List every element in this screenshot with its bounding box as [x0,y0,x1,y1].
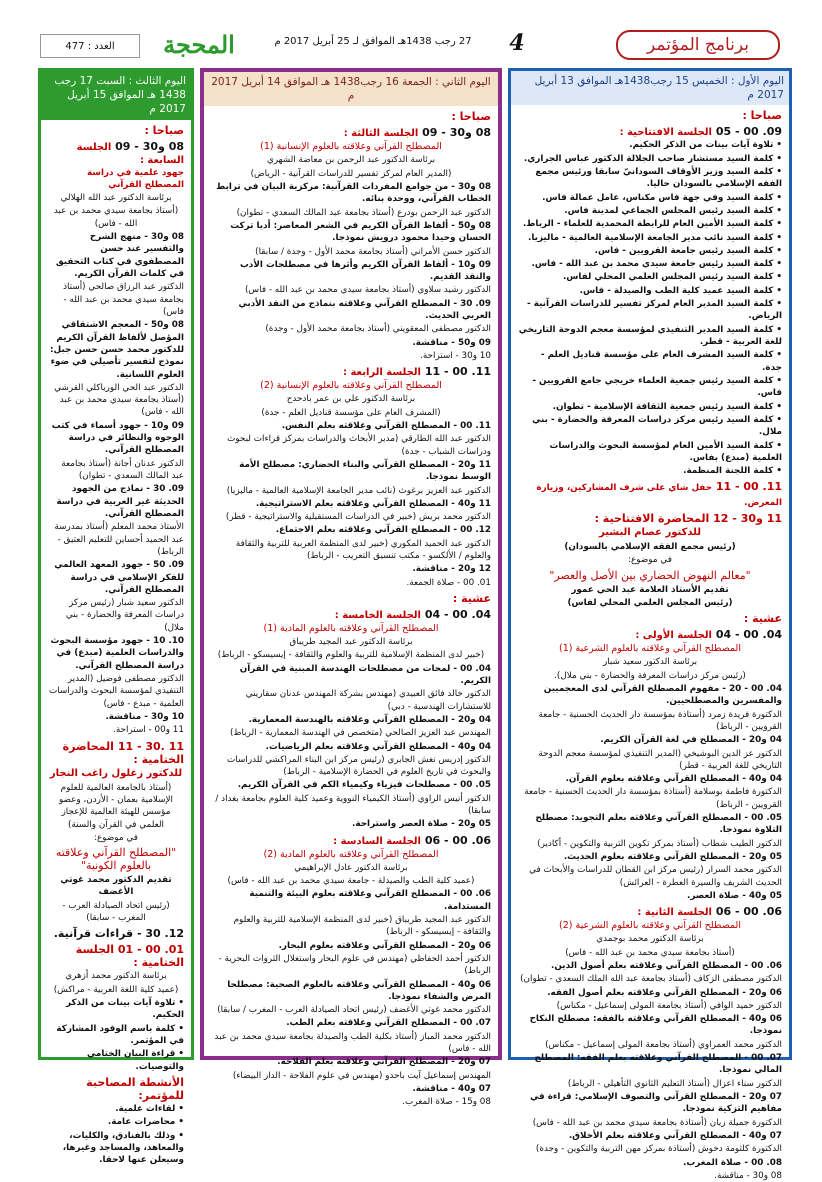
program-item: الدكتور حسن الأمراني (أستاذ بجامعة محمد الأول - وجدة / سابقا) [255,246,491,257]
list-item: • كلمة السيد المشرف العام على مؤسسة قناديل العلم - جدة. [518,349,782,374]
session-items [211,420,491,589]
program-item: 04. 00 - لمحات من مصطلحات الهندسة المبنية في القرآن الكريم. [239,663,491,686]
program-item: الدكتور عبد الحي الورياكلي القرشي (أستاذ بجامعة سيدي محمد بن عبد الله - فاس) [54,382,184,418]
time-slot: 11 و30 - 12 المحاضرة الافتتاحية : [594,512,782,526]
program-item: الدكتورة فاطمة بوسلامة (أستاذة بمؤسسة دار الحديث الحسنية - جامعة القرويين - الرباط) [524,787,782,810]
program-item: الدكتور إدريس نغش الجابري (رئيس مركز ابن البناء المراكشي للدراسات والبحوث في تاريخ العلوم في الحضارة الإسلامية - الرباط) [227,754,491,778]
program-item: المهندس عبد العزيز الصالحي (متخصص في الهندسة المعمارية - الرباط) [229,728,491,739]
program-item: 06 و20 - المصطلح القرآني وعلاقته بعلم أصول الفقه. [547,987,782,998]
program-item: 12. 00 - المصطلح القرآني وعلاقته بعلم الاجتماع. [275,525,491,536]
session-chair-role: (أستاذ بجامعة سيدي محمد بن عبد الله - فاس) [565,947,735,958]
program-item: 05 و20 - صلاة العصر واستراحة. [352,819,491,830]
lecturer-name: للدكتور عصام البشير [598,527,701,539]
evening-label: عشية : [743,612,782,626]
list-item: • كلمة السيد الأمين العام للرابطة المحمدية للعلماء - الرباط. [518,218,782,230]
lecture-intro-role: (رئيس المجلس العلمي المحلي لفاس) [567,598,733,609]
lecturer-role: (أستاذ بالجامعة العالمية للعلوم الإسلامية بعمان - الأردن، وعضو مؤسس للهيئة العالمية للإعجاز العلمي في القرآن والسنة) [58,782,174,830]
program-item: 10. 10 - جهود مؤسسة البحوث والدراسات العلمية (مبدع) في دراسة المصطلح القرآني. [50,636,184,671]
list-item: • كلمة السيد وزير الأوقاف السودانيّ سابقا ورئيس مجمع الفقه الإسلامي بالسودان حاليا. [518,166,782,191]
session-chair-role: (المدير العام لمركز تفسير للدراسات القرآنية - الرياض) [250,168,452,179]
lecturer-name: للدكتور زغلول راغب النجار [49,767,183,779]
time-slot: 11 .30 - 11 المحاضرة الختامية : [62,739,184,766]
program-item: الدكتور رشيد سلاوي (أستاذ بجامعة سيدي محمد بن عبد الله - فاس) [244,285,491,296]
list-item: • تلاوة آيات بينات من الذكر الحكيم. [518,139,782,151]
session-chair: برئاسة الدكتور عبد الله الهلالي [60,193,172,204]
program-item: الدكتور محمد السرار (رئيس مركز ابن القطان للدراسات والأبحاث في الحديث الشريف والسيرة العطرة - العرائش) [529,865,782,888]
program-item: 08 و50 - المعجم الاشتقاقي المؤصل لألفاظ القرآن الكريم للدكتور محمد حسن حسن جبل: نموذج لتفسير تأصيلي في ضوء العلوم اللسانية. [50,320,184,380]
list-item: • كلمة السيد عميد كلية الطب والصيدلة - فاس. [518,285,782,297]
program-item: الدكتور عبد المجيد طريباق (خبير لدى المنظمة الإسلامية للتربية والعلوم والثقافة - إيسيسكو - الرباط) [233,914,491,938]
session-items [518,960,782,1182]
program-item: الأستاذ محمد المعلم (أستاذ بمدرسة عبد الحميد أحساين للتعليم العتيق - الرباط) [54,522,184,557]
program-item: الدكتور محمد المباز (أستاذ بكلية الطب والصيدلة بجامعة سيدي محمد بن عبد الله - فاس) [214,1031,491,1055]
list-item: • كلمة السيد رئيس جامعة سيدي محمد بن عبد الله - فاس. [518,258,782,270]
program-item: 07 و40 - مناقشة. [412,1084,491,1095]
session-chair: برئاسة الدكتور محمد بوجمدي [596,934,704,945]
time-slot: 08 و30 - 09 الجلسة السابعة : [76,139,184,166]
issue-number: العدد : 477 [40,34,140,58]
list-item: • كلمة السيد الأمين العام لمؤسسة البحوث والدراسات العلمية (مبدع) بفاس. [518,440,782,465]
list-item: • قراءة البيان الختامي والتوصيات. [48,1048,184,1073]
program-item: 08 و50 - ألفاظ القرآن الكريم في الشعر المعاصر: أدبا تركت الحسان وحيدا محمود درويش نموذجا. [230,220,491,244]
session-subtitle: المصطلح القرآني وعلاقته بالعلوم المادية (1) [263,623,439,635]
program-item: الدكتور محمد بريش (خبير في الدراسات المستقبلية والاستراتيجية - قطر) [225,512,491,523]
program-item: 05 و40 - صلاة العصر. [686,890,782,901]
list-item: • كلمة السيد مستشار صاحب الجلالة الدكتور عباس الجراري. [518,153,782,165]
topic-label: في موضوع: [628,555,672,566]
time-slot: 11. 00 - 11 حفل شاي على شرف المشاركين، وزيارة المعرض. [536,480,782,508]
session-items [211,663,491,831]
session-chair: برئاسة الدكتور سعيد شبار [602,657,698,668]
time-slot: 06. 00 - 06 الجلسة الثانية : [637,905,782,919]
program-item: الدكتور حميد الوافي (أستاذ بجامعة المولى إسماعيل - مكناس) [556,1000,782,1011]
parallel-activities-title: الأنشطة المصاحبة للمؤتمر: [86,1075,184,1102]
program-item: الدكتور عبد الله الطارقي (مدير الأبحاث والدراسات بمركز قراءات لبحوث ودراسات الشباب - جدة) [227,434,491,457]
program-item: 05. 00 - المصطلح القرآني وعلاقته بعلم التجويد: مصطلح التلاوة نموذجا. [535,813,782,836]
session-chair: برئاسة الدكتور عبد الرحمن بن معاضة الشهري [266,155,436,166]
program-item: 07. 00 - المصطلح القرآني وعلاقته بعلم الفقه: المصطلح المالي نموذجا. [534,1053,782,1076]
session-chair-role: (المشرف العام على مؤسسة قناديل العلم - جدة) [261,407,441,418]
program-item: 09 و10 - ألفاظ القرآن الكريم وأثرها في مصطلحات الأدب والنقد القديم. [239,259,491,283]
parallel-activities-list [48,1103,184,1167]
morning-label: صباحا : [742,109,782,123]
session-subtitle: المصطلح القرآني وعلاقته بالعلوم المادية (2) [263,848,439,860]
program-item: الدكتور محمد العمراوي (أستاذ بجامعة المولى إسماعيل - مكناس) [545,1039,782,1050]
program-item: الدكتور سناء اعزال (أستاذ التعليم الثانوي التأهيلي - الرباط) [567,1078,782,1089]
time-slot: 04. 00 - 04 الجلسة الأولى : [635,628,782,642]
program-item: الدكتورة فريدة زمرد (أستاذة بمؤسسة دار الحديث الحسنية - جامعة القرويين - الرباط) [538,709,782,732]
program-item: 09 و10 - جهود أسماء في كتب الوجوه والنظائر في دراسة المصطلح القرآني. [51,420,184,456]
lecture-intro: تقديم الأستاذ العلامة عبد الحي عمور [571,584,729,595]
session-items [518,683,782,902]
list-item: • وذلك بالفنادق، والكليات، والمعاهد، والمساجد وغيرها، وسيعلن عنها لاحقا. [48,1130,184,1167]
program-item: 05 و20 - المصطلح القرآني وعلاقته بعلوم الحديث. [563,852,782,863]
program-item: 10 و30 - استراحة. [420,351,491,362]
session-subtitle: المصطلح القرآني وعلاقته بالعلوم الشرعية (1) [559,643,741,655]
program-item: 04. 00 - 20 - مفهوم المصطلح القرآني لدى المعجميين والمفسرين والمصطلحيين. [543,683,782,707]
time-slot: 09. 00 - 05 الجلسة الافتتاحية : [619,125,782,139]
session-items [211,181,491,362]
program-item: الدكتور مصطفى فوضيل (المدير التنفيذي لمؤسسة البحوث والدراسات العلمية - مبدع - فاس) [49,674,184,709]
session-chair: برئاسة الدكتور عبد المجيد طريباق [289,637,413,648]
list-item: • كلمة السيد رئيس المجلس الجماعي لمدينة فاس. [518,205,782,217]
program-item: الدكتور خالد فائق العبيدي (مهندس بشركة المهندس عدنان سقاريني للاستشارات الهندسية - دبي) [245,689,491,712]
list-item: • كلمة السيد رئيس المجلس العلمي المحلي لفاس. [518,271,782,283]
lecture-intro: تقديم الدكتور محمد غوتي الأغضف [60,875,172,898]
program-item: الدكتور مصطفى المعقويني (أستاذ بجامعة محمد الأول - وجدة) [265,324,491,335]
program-item: الدكتور أنيس الراوي (أستاذ الكيمياء النووية وعميد كلية العلوم بجامعة بغداد / سابقا) [215,793,491,817]
program-item: 06 و20 - المصطلح القرآني وعلاقته بعلوم البحار. [278,940,491,951]
morning-label: صباحا : [451,110,491,124]
program-item: 09. 30 - نماذج من الجهود الحديثة غير العربية في دراسة المصطلح القرآني. [56,484,184,519]
program-item: 11 و40 - المصطلح القرآني وعلاقته بعلم الاستراتيجية. [255,498,491,509]
lecturer-role: (رئيس مجمع الفقه الإسلامي بالسودان) [564,542,736,553]
program-item: 04 و20 - المصطلح القرآني وعلاقته بالهندسة المعمارية. [248,714,491,725]
day-one-column [508,68,792,1181]
program-item: الدكتورة جميلة زيان (أستاذة بجامعة سيدي محمد بن عبد الله - فاس) [532,1117,782,1128]
list-item: • كلمة السيد رئيس مركز دراسات المعرفة والحضارة - بني ملال. [518,414,782,439]
list-item: • محاضرات عامة. [48,1116,184,1128]
program-item: 08. 00 - صلاة المغرب. [683,1157,782,1168]
program-item: الدكتور عبد الحميد المكوري (خبير لدى المنظمة العربية للتربية والثقافة والعلوم / الألكسو - مكتب تنسيق التعريب - الرباط) [235,538,491,562]
program-item: 06. 00 - المصطلح القرآني وعلاقته بعلم أصول الدين. [551,960,782,971]
program-item: الدكتور الطيب شطاب (أستاذ بمركز تكوين التربية والتكوين - أكادير) [537,838,782,849]
program-item: 11. 00 - المصطلح القرآني وعلاقته بعلم النفس. [281,420,491,431]
program-item: 04 و40 - المصطلح القرآني وعلاقته بعلوم القرآن. [565,774,782,785]
time-slot: 01. 00 - 01 الجلسة الختامية : [75,943,184,970]
program-item: 07 و40 - المصطلح القرآني وعلاقته بعلم الأخلاق. [568,1130,782,1141]
session-chair: برئاسة الدكتور علي بن عمر بادحدح [286,394,416,405]
page-number: 4 [509,30,525,56]
session-subtitle: المصطلح القرآني وعلاقته بالعلوم الإنسانية (2) [260,380,442,392]
day-three-heading: اليوم الثالث : السبت 17 رجب 1438 هـ الموافق 15 أبريل 2017 م [41,71,191,120]
program-item: 06. 00 - المصطلح القرآني وعلاقته بعلوم البيئة والتنمية المستدامة. [249,889,491,912]
program-item: 04 و20 - المصطلح في لغة القرآن الكريم. [600,735,782,746]
list-item: • كلمة السيد المدير العام لمركز تفسير للدراسات القرآنية - الرياض. [518,298,782,323]
program-item: الدكتور سعيد شبار (رئيس مركز دراسات المعرفة والحضارة - بني ملال) [65,598,184,633]
session-chair-role: (خبير لدى المنظمة الإسلامية للتربية والعلوم والثقافة - إيسيسكو - الرباط) [217,650,485,661]
program-item: 08 و30 - من جوامع المفردات القرآنية: مركزية البيان في ترابط الخطاب القرآني، ووحدة بنائه. [216,181,491,205]
list-item: • كلمة السيد نائب مدير الجامعة الإسلامية العالمية - ماليزيا. [518,232,782,244]
session-items [48,997,184,1073]
list-item: • كلمة اللجنة المنظمة. [518,465,782,477]
session-chair: برئاسة الدكتور عادل الإبراهيمي [294,862,408,873]
program-item: 05. 00 - مصطلحات فيزياء وكيمياء الكم في القرآن الكريم. [237,780,491,791]
program-item: الدكتور محمد غوتي الأغضف (رئيس اتحاد الصيادلة العرب - المغرب / سابقا) [217,1005,491,1016]
list-item: • لقاءات علمية. [48,1103,184,1115]
newspaper-logo: المحجة [163,30,235,59]
program-item: 11 و20 - المصطلح القرآني والبناء الحضاري: مصطلح الأمة الوسط نموذجا. [239,459,491,483]
program-item: 08 و30 - مناقشة. [714,1170,782,1181]
program-item: 07. 00 - المصطلح القرآني وعلاقته بعلم الطب. [286,1018,491,1029]
program-item: الدكتور عدنان أجانة (أستاذ بجامعة عبد المالك السعدي - تطوان) [61,458,184,482]
program-item: 08 و15 - صلاة المغرب. [402,1097,491,1108]
session-subtitle: المصطلح القرآني وعلاقته بالعلوم الشرعية (2) [559,920,741,932]
program-item: 09 و50 - مناقشة. [412,337,491,348]
session-items [211,888,491,1108]
session-chair: برئاسة الدكتور محمد أزهري [65,971,167,982]
opening-speeches-list [518,139,782,477]
program-item: 07 و20 - المصطلح القرآني وعلاقته بعلم الفلاحة. [277,1057,491,1068]
session-chair-role: (عميد كلية الطب والصيدلة - جامعة سيدي محمد بن عبد الله - فاس) [227,876,475,887]
program-item: 01. 00 - صلاة الجمعة. [406,577,491,588]
day-two-column [200,68,502,1108]
program-item: 12 و20 - مناقشة. [412,564,491,575]
session-chair-role: (أستاذ بجامعة سيدي محمد بن عبد الله - فاس) [53,206,179,229]
session-chair-role: (عميد كلية اللغة العربية - مراكش) [53,984,179,995]
program-item: 04 و40 - المصطلح القرآني وعلاقته بعلم الرياضيات. [265,741,491,752]
program-item: الدكتور عبد الرحمن بودرع (أستاذ بجامعة عبد المالك السعدي - تطوان) [236,207,491,218]
session-items [48,231,184,737]
time-slot: 12. 30 - قراءات قرآنية. [53,927,184,941]
time-slot: 06. 00 - 06 الجلسة السادسة : [333,833,491,847]
time-slot: 11. 00 - 11 الجلسة الرابعة : [343,365,491,379]
evening-label: عشية : [452,592,491,606]
day-one-heading: اليوم الأول : الخميس 15 رجب1438هـ الموافق 13 أبريل 2017 م [511,71,789,105]
program-item: الدكتور عبد العزيز برغوث (نائب مدير الجامعة الإسلامية العالمية - ماليزيا) [226,485,491,496]
day-three-column [38,68,194,1166]
program-item: الدكتور عبد الرزاق صالحي (أستاذ بجامعة سيدي محمد بن عبد الله - فاس) [63,282,184,317]
list-item: • تلاوة آيات بينات من الذكر الحكيم. [48,997,184,1022]
header-date: 27 رجب 1438هـ الموافق لـ 25 أبريل 2017 م [274,36,472,47]
list-item: • كلمة السيد وفي جهة فاس مكناس، عامل عمالة فاس. [518,192,782,204]
program-item: الدكتور أحمد الحفاظي (مهندس في علوم البحار واستغلال الثروات البحرية - الرباط) [218,953,491,977]
lecture-intro-role: (رئيس اتحاد الصيادلة العرب - المغرب - سابقا) [62,900,170,924]
program-item: 09. 50 - جهود المعهد العالمي للفكر الإسلامي في دراسة المصطلح القرآني. [54,560,184,595]
list-item: • كلمة باسم الوفود المشاركة في المؤتمر. [48,1023,184,1048]
list-item: • كلمة السيد رئيس جمعية العلماء خريجي جامع القرويين - فاس. [518,375,782,400]
day-two-heading: اليوم الثاني : الجمعة 16 رجب1438 هـ الموافق 14 أبريل 2017 م [204,72,498,106]
program-item: 09. 30 - المصطلح القرآني وعلاقته بنماذج من النقد الأدبي العربي الحديث. [238,298,491,322]
session-subtitle: جهود علمية في دراسة المصطلح القرآني [86,167,184,190]
morning-label: صباحا : [144,123,184,137]
time-slot: 04. 00 - 04 الجلسة الخامسة : [334,608,491,622]
topic-label: في موضوع: [94,832,138,843]
program-item: الدكتورة كلثومة دخوش (أستاذة بمركز مهن التربية والتكوين - وجدة) [535,1144,782,1155]
session-chair-role: (رئيس مركز دراسات المعرفة والحضارة - بني ملال). [554,670,746,681]
lecture-topic: "المصطلح القرآني وعلاقته بالعلوم الكونية" [55,846,177,873]
program-item: 07 و20 - المصطلح القرآني والتصوف الإسلامي: قراءة في مفاهيم التزكية نموذجا. [530,1092,782,1115]
list-item: • كلمة السيد رئيس جامعة القرويين - فاس. [518,245,782,257]
list-item: • كلمة السيد رئيس جمعية الثقافة الإسلامية - تطوان. [518,401,782,413]
page-title: برنامج المؤتمر [616,30,780,60]
list-item: • كلمة السيد المدير التنفيذي لمؤسسة معجم الدوحة التاريخي للغة العربية - قطر. [518,324,782,349]
program-item: 06 و40 - المصطلح القرآني وعلاقته بالفقه: مصطلح النكاح نموذجا. [529,1014,782,1037]
lecture-topic: "معالم النهوض الحضاري بين الأصل والعصر" [549,568,751,582]
program-item: 06 و40 - المصطلح القرآني وعلاقته بالعلوم الصحية: مصطلحا المرض والشفاء نموذجا. [227,979,491,1002]
page-header [40,30,780,60]
program-item: المهندس إسماعيل آيت باحدو (مهندس في علوم الفلاحة - الدار البيضاء) [232,1070,491,1081]
session-subtitle: المصطلح القرآني وعلاقته بالعلوم الإنسانية (1) [260,141,442,153]
program-item: 10 و30 - مناقشة. [105,711,184,722]
time-slot: 08 و30 - 09 الجلسة الثالثة : [343,126,491,140]
program-item: الدكتور مصطفى الزكاف (أستاذ بجامعة عبد الله الملك السعدي - تطوان) [520,974,782,985]
program-item: 08 و30 - منهج الشرح والتفسير عند حسن المصطفوي في كتاب التحقيق في كلمات القرآن الكريم. [55,232,184,280]
program-item: 11 و00 - استراحة. [113,725,184,736]
program-item: الدكتور عز الدين البوشيخي (المدير التنفيذي لمؤسسة معجم الدوحة التاريخي للغة العربية - قطر) [538,748,782,771]
